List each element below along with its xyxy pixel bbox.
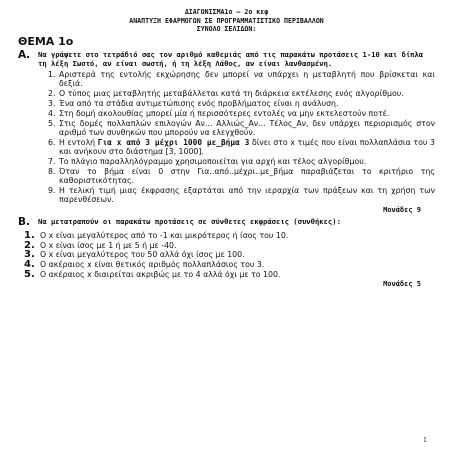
list-item xyxy=(24,231,435,241)
section-b-instruction-row xyxy=(18,217,435,228)
list-item xyxy=(48,186,435,205)
section-a-instruction-row xyxy=(18,50,435,69)
item-text-code: Για x από 3 μέχρι 1000 με_βήμα 3 xyxy=(97,137,250,147)
item-number: 9. xyxy=(48,186,56,196)
item-number: 8. xyxy=(48,166,56,176)
item-number: 1. xyxy=(48,69,56,79)
item-number: 4. xyxy=(48,108,56,118)
list-item xyxy=(48,167,435,186)
item-text: Το πλάγιο παραλληλόγραμμο χρησιμοποιείται για αρχή και τέλος αλγορίθμου. xyxy=(59,157,367,167)
list-item xyxy=(24,260,435,270)
item-text: Στη δομή ακολουθίας μπορεί μία ή περισσότερες εντολές να μην εκτελεστούν ποτέ. xyxy=(59,108,390,118)
item-text: Ο x είναι ίσος με 1 ή με 5 ή με -40. xyxy=(40,240,177,250)
item-text: Η τελική τιμή μιας έκφρασης εξαρτάται από την ιεραρχία των πράξεων και τη χρήση των παρενθέσεων. xyxy=(59,186,435,205)
list-item xyxy=(48,70,435,89)
item-text-post: δίνει στο x τιμές που είναι πολλαπλάσια του 3 και ανήκουν στο διάστημα [3, 1000]. xyxy=(59,137,435,157)
exam-title: ΔΙΑΓΩΝΙΣΜΑ1ο – 2ο κεφ xyxy=(184,8,269,16)
section-b-instruction: Να μετατραπούν οι παρακάτω προτάσεις σε σύνθετες εκφράσεις (συνθήκες): xyxy=(38,217,341,227)
list-item xyxy=(48,99,435,108)
item-number: 4. xyxy=(24,259,35,271)
list-item xyxy=(24,250,435,260)
list-item xyxy=(48,89,435,98)
section-a-letter: Α. xyxy=(18,48,31,61)
item-text: Αριστερά της εντολής εκχώρησης δεν μπορεί να υπάρχει η μεταβλητή που βρίσκεται και δεξιά. xyxy=(59,69,435,89)
course-title: ΑΝΑΠΤΥΞΗ ΕΦΑΡΜΟΓΩΝ ΣΕ ΠΡΟΓΡΑΜΜΑΤΙΣΤΙΚΟ ΠΕΡΙΒΑΛΛΟΝ xyxy=(129,16,324,25)
item-text: Ο x είναι μεγαλύτερος από το -1 και μικρότερος ή ίσος του 10. xyxy=(40,231,289,241)
document-header xyxy=(18,8,435,34)
list-item xyxy=(48,119,435,138)
section-b-marks: Μονάδες 5 xyxy=(383,280,421,289)
item-text xyxy=(59,138,435,157)
item-number: 3. xyxy=(24,249,35,261)
item-number: 7. xyxy=(48,157,56,167)
list-item xyxy=(24,270,435,280)
list-item xyxy=(24,241,435,251)
item-text: Ο x είναι μεγαλύτερος του 50 αλλά όχι ίσος με 100. xyxy=(40,250,245,260)
section-b-list xyxy=(24,231,435,279)
page-number: 1 xyxy=(423,437,427,444)
list-item xyxy=(48,157,435,166)
item-number: 5. xyxy=(48,118,56,128)
item-number: 2. xyxy=(48,88,56,98)
section-a-instruction: Να γράψετε στο τετράδιό σας τον αριθμό καθεμιάς από τις παρακάτω προτάσεις 1-10 και δίπλα τη λέξη Σωστό, αν είναι σωστή, ή τη λέξη Λάθος, αν είναι λανθασμένη. xyxy=(38,49,424,69)
item-number: 3. xyxy=(48,98,56,108)
item-number: 2. xyxy=(24,239,35,251)
topic-heading: ΘΕΜΑ 1ο xyxy=(18,34,74,48)
list-item xyxy=(48,109,435,118)
total-pages-label: ΣΥΝΟΛΟ ΣΕΛΙΔΩΝ: xyxy=(196,25,257,34)
item-text: Ένα από τα στάδια αντιμετώπισης ενός προβλήματος είναι η ανάλυση. xyxy=(59,98,339,108)
item-text-pre: Η εντολή xyxy=(59,137,98,147)
item-text: Ο ακέραιος x είναι θετικός αριθμός πολλαπλάσιος του 3. xyxy=(40,260,265,270)
item-text: Ο ακέραιος x διαιρείται ακριβώς με το 4 αλλά όχι με το 100. xyxy=(40,269,281,279)
item-text: Ο τύπος μιας μεταβλητής μεταβάλλεται κατά τη διάρκεια εκτέλεσης ενός αλγορίθμου. xyxy=(59,88,404,98)
section-a-list xyxy=(48,70,435,205)
item-text: Στις δομές πολλαπλών επιλογών Αν... Αλλιώς_Αν... Τέλος_Αν, δεν υπάρχει περιορισμός στον αριθμό των συνθηκών που μπορούν να ελεγχθούν. xyxy=(59,118,435,137)
item-text: Όταν το βήμα είναι 0 στην Για..από..μέχρι..με_βήμα παραβιάζεται το κριτήριο της καθοριστικότητας. xyxy=(59,166,435,186)
item-number: 5. xyxy=(24,268,35,280)
section-a-marks: Μονάδες 9 xyxy=(383,206,421,215)
item-number: 6. xyxy=(48,137,56,147)
section-b-letter: Β. xyxy=(18,216,30,229)
list-item xyxy=(48,138,435,157)
item-number: 1. xyxy=(24,230,35,242)
